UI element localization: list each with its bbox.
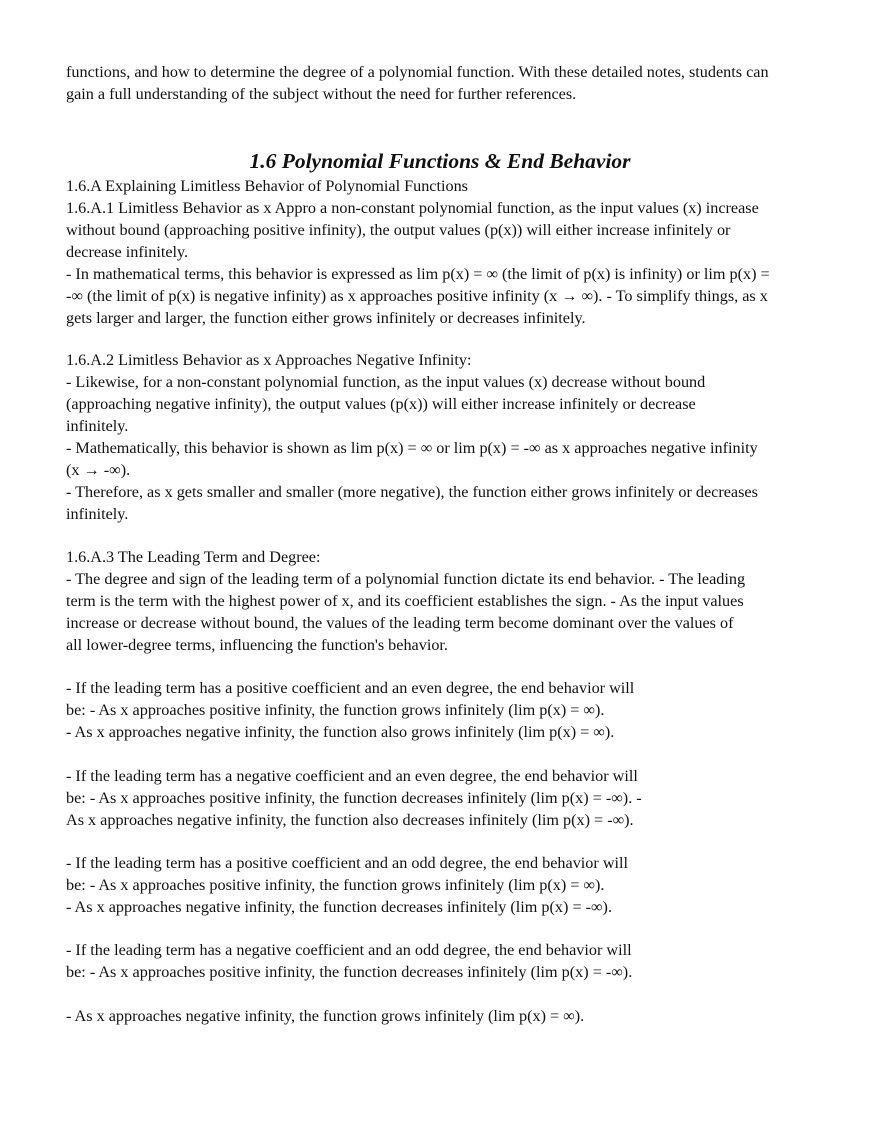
section-a2-line-5: - Mathematically, this behavior is shown as lim p(x) = ∞ or lim p(x) = -∞ as x approaches negative infinity — [66, 439, 758, 457]
case-negative-odd-line-1: - If the leading term has a negative coefficient and an odd degree, the end behavior will — [66, 941, 632, 959]
case-positive-odd-paragraph — [66, 852, 826, 918]
case-positive-odd-line-3: - As x approaches negative infinity, the function decreases infinitely (lim p(x) = -∞). — [66, 898, 612, 916]
case-positive-even-paragraph — [66, 677, 826, 743]
intro-line-2: gain a full understanding of the subject without the need for further references. — [66, 85, 577, 103]
case-positive-even-line-3: - As x approaches negative infinity, the function also grows infinitely (lim p(x) = ∞). — [66, 723, 615, 741]
section-a-line-3: without bound (approaching positive infinity), the output values (p(x)) will either increase infinitely or — [66, 221, 731, 239]
intro-line-1: functions, and how to determine the degree of a polynomial function. With these detailed notes, students can — [66, 63, 769, 81]
case-positive-even-line-1: - If the leading term has a positive coefficient and an even degree, the end behavior will — [66, 679, 635, 697]
case-negative-odd-line-2: be: - As x approaches positive infinity, the function decreases infinitely (lim p(x) = -∞). — [66, 963, 633, 981]
section-a2-line-3: (approaching negative infinity), the output values (p(x)) will either increase infinitely or decrease — [66, 395, 696, 413]
section-a2-line-8: infinitely. — [66, 505, 129, 523]
case-positive-odd-line-1: - If the leading term has a positive coefficient and an odd degree, the end behavior will — [66, 854, 629, 872]
case-negative-odd-tail-line-1: - As x approaches negative infinity, the function grows infinitely (lim p(x) = ∞). — [66, 1007, 585, 1025]
section-a-paragraph — [66, 175, 826, 329]
section-a2-line-2: - Likewise, for a non-constant polynomial function, as the input values (x) decrease without bound — [66, 373, 706, 391]
section-a-line-1: 1.6.A Explaining Limitless Behavior of Polynomial Functions — [66, 177, 468, 195]
section-a-line-6: -∞ (the limit of p(x) is negative infinity) as x approaches positive infinity (x → ∞). - To simplify things, as x — [66, 287, 768, 305]
case-positive-even-line-2: be: - As x approaches positive infinity, the function grows infinitely (lim p(x) = ∞). — [66, 701, 605, 719]
section-a-line-4: decrease infinitely. — [66, 243, 189, 261]
case-negative-odd-paragraph — [66, 939, 826, 983]
section-title: 1.6 Polynomial Functions & End Behavior — [249, 149, 631, 173]
section-a2-line-1: 1.6.A.2 Limitless Behavior as x Approaches Negative Infinity: — [66, 351, 472, 369]
section-a3-line-3: term is the term with the highest power of x, and its coefficient establishes the sign. - As the input values — [66, 592, 744, 610]
case-negative-even-line-2: be: - As x approaches positive infinity, the function decreases infinitely (lim p(x) = -∞). - — [66, 789, 642, 807]
section-a2-paragraph — [66, 349, 826, 525]
case-negative-even-line-1: - If the leading term has a negative coefficient and an even degree, the end behavior will — [66, 767, 638, 785]
section-a-line-2: 1.6.A.1 Limitless Behavior as x Appro a non-constant polynomial function, as the input values (x) increase — [66, 199, 759, 217]
section-a3-paragraph — [66, 546, 826, 656]
section-a-line-7: gets larger and larger, the function either grows infinitely or decreases infinitely. — [66, 309, 586, 327]
section-a3-line-2: - The degree and sign of the leading term of a polynomial function dictate its end behavior. - The leading — [66, 570, 746, 588]
section-a3-line-4: increase or decrease without bound, the values of the leading term become dominant over the values of — [66, 614, 734, 632]
section-a3-line-5: all lower-degree terms, influencing the function's behavior. — [66, 636, 448, 654]
case-negative-odd-tail-paragraph — [66, 1005, 826, 1027]
case-negative-even-line-3: As x approaches negative infinity, the function also decreases infinitely (lim p(x) = -∞). — [66, 811, 634, 829]
section-a3-line-1: 1.6.A.3 The Leading Term and Degree: — [66, 548, 321, 566]
section-a2-line-4: infinitely. — [66, 417, 129, 435]
case-positive-odd-line-2: be: - As x approaches positive infinity, the function grows infinitely (lim p(x) = ∞). — [66, 876, 605, 894]
section-a2-line-7: - Therefore, as x gets smaller and smaller (more negative), the function either grows infinitely or decreases — [66, 483, 758, 501]
section-a2-line-6: (x → -∞). — [66, 461, 131, 479]
case-negative-even-paragraph — [66, 765, 826, 831]
section-a-line-5: - In mathematical terms, this behavior is expressed as lim p(x) = ∞ (the limit of p(x) is infinity) or lim p(x) = — [66, 265, 770, 283]
intro-paragraph — [66, 61, 826, 105]
